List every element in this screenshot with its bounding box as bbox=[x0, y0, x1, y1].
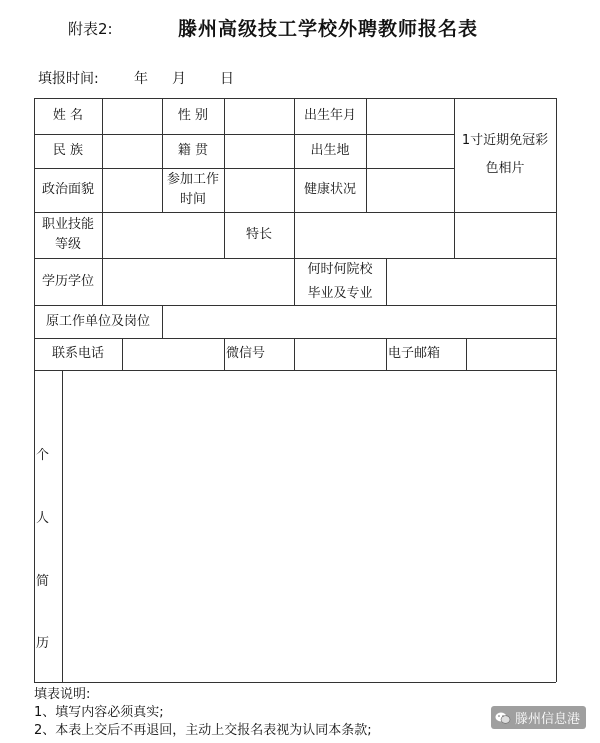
notes-heading: 填表说明: bbox=[34, 687, 91, 702]
fill-date-year: 年 bbox=[134, 71, 148, 87]
watermark-text: 滕州信息港 bbox=[514, 712, 580, 727]
col-line bbox=[122, 338, 123, 370]
col-line bbox=[294, 212, 295, 258]
political-status-label: 政治面貌 bbox=[41, 182, 94, 197]
resume-char: 历 bbox=[36, 636, 50, 651]
health-label: 健康状况 bbox=[303, 182, 356, 197]
col-line bbox=[224, 98, 225, 212]
col-line bbox=[386, 258, 387, 305]
col-line bbox=[102, 258, 103, 305]
attachment-label: 附表2: bbox=[68, 20, 113, 38]
row-line bbox=[34, 370, 556, 371]
note-item: 2、本表上交后不再退回，主动上交报名表视为认同本条款; bbox=[34, 723, 372, 738]
specialty-label: 特长 bbox=[245, 227, 272, 242]
col-line bbox=[62, 370, 63, 682]
col-line bbox=[366, 98, 367, 212]
skill-line2: 等级 bbox=[54, 237, 81, 252]
photo-placeholder bbox=[454, 120, 556, 190]
education-label: 学历学位 bbox=[41, 273, 94, 289]
col-line bbox=[556, 98, 557, 682]
resume-char: 简 bbox=[36, 574, 50, 589]
fill-date-month: 月 bbox=[172, 71, 186, 87]
former-employer-label: 原工作单位及岗位 bbox=[45, 313, 150, 329]
fill-date-label: 填报时间: bbox=[38, 71, 99, 87]
col-line bbox=[162, 305, 163, 338]
wechat-label: 微信号 bbox=[226, 346, 266, 361]
row-line bbox=[34, 682, 556, 683]
birth-month-label: 出生年月 bbox=[303, 108, 356, 123]
photo-text-line2: 色相片 bbox=[485, 161, 525, 176]
gender-label: 性 别 bbox=[177, 108, 209, 123]
name-label: 姓 名 bbox=[52, 108, 84, 123]
row-line bbox=[34, 212, 556, 213]
watermark bbox=[491, 706, 586, 729]
work-start-line2: 时间 bbox=[179, 192, 206, 207]
native-place-label: 籍 贯 bbox=[177, 143, 209, 158]
graduated-line2: 毕业及专业 bbox=[307, 285, 373, 301]
skill-level-label bbox=[34, 212, 102, 258]
col-line bbox=[102, 98, 103, 212]
ethnicity-label: 民 族 bbox=[52, 143, 84, 158]
col-line bbox=[102, 212, 103, 258]
graduated-line1: 何时何院校 bbox=[307, 261, 373, 277]
skill-line1: 职业技能 bbox=[41, 217, 94, 232]
graduated-label bbox=[294, 258, 386, 305]
work-start-line1: 参加工作 bbox=[166, 172, 219, 187]
wechat-icon bbox=[495, 711, 511, 725]
email-label: 电子邮箱 bbox=[388, 346, 441, 361]
note-item: 1、填写内容必须真实; bbox=[34, 705, 164, 720]
birthplace-label: 出生地 bbox=[310, 143, 350, 158]
fill-date-day: 日 bbox=[220, 71, 234, 87]
photo-text-line1: 1寸近期免冠彩 bbox=[461, 133, 549, 148]
work-start-label bbox=[162, 168, 224, 212]
phone-label: 联系电话 bbox=[51, 346, 104, 361]
resume-char: 个 bbox=[36, 448, 50, 463]
resume-char: 人 bbox=[36, 511, 50, 526]
form-title: 滕州高级技工学校外聘教师报名表 bbox=[178, 18, 479, 40]
